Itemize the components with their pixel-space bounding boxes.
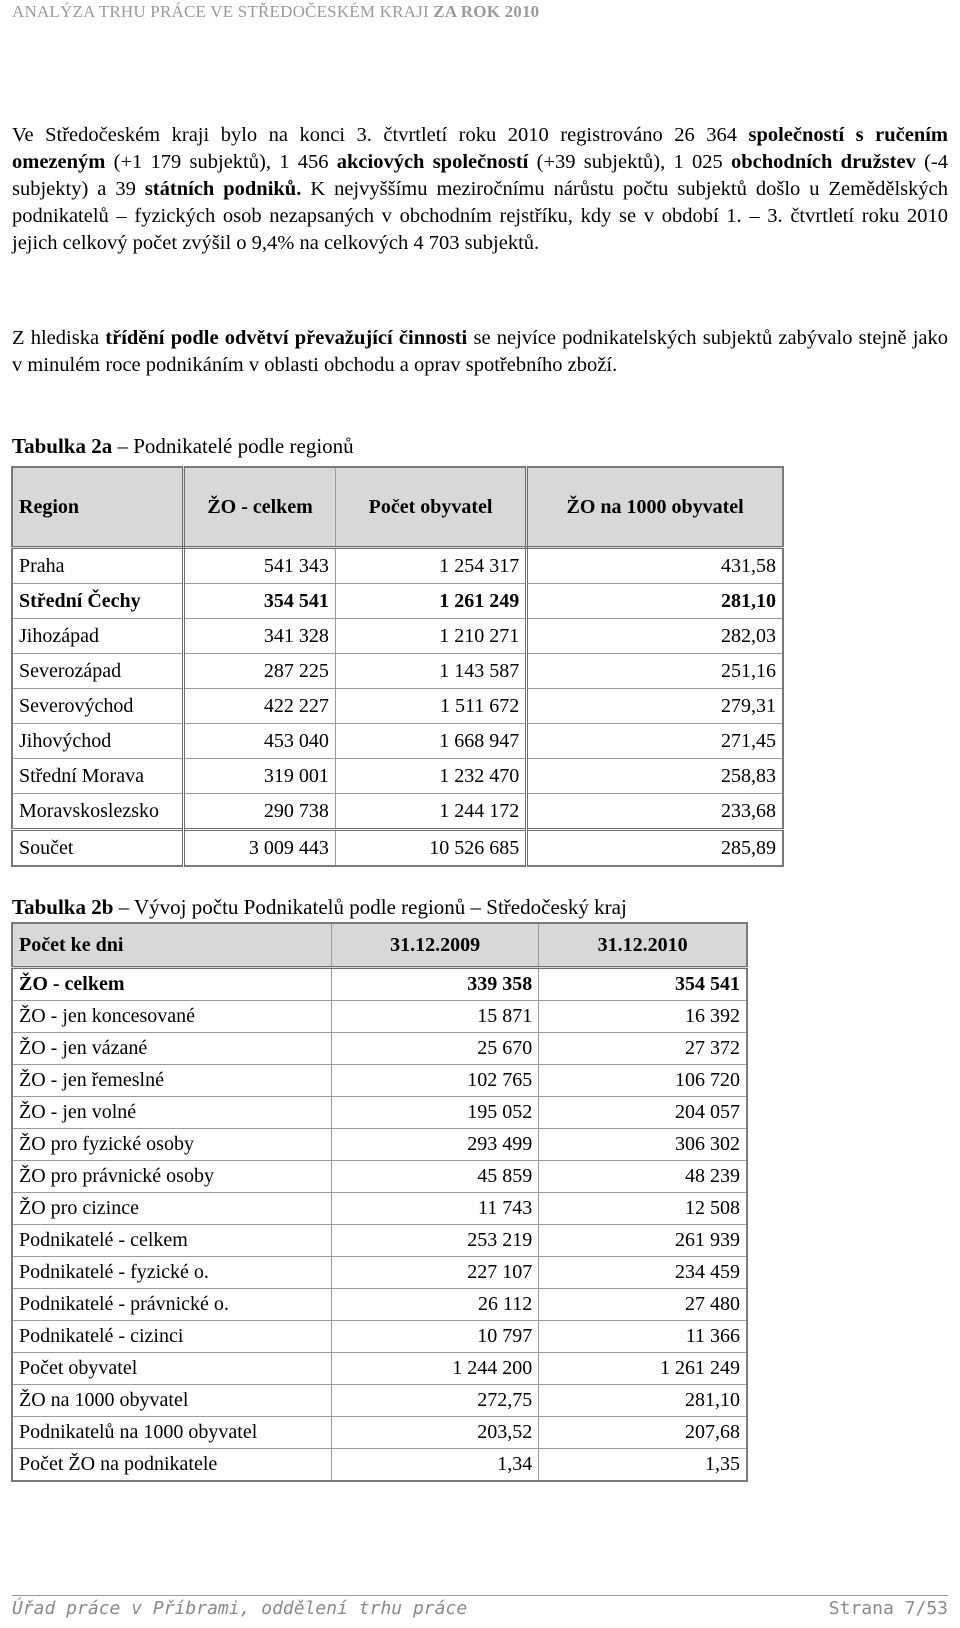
cell-2010: 16 392 xyxy=(539,1001,747,1033)
bold-span: státních podniků. xyxy=(144,178,302,200)
cell-per-1000: 431,58 xyxy=(527,548,783,584)
table-row xyxy=(12,1353,747,1385)
cell-per-1000: 281,10 xyxy=(527,584,783,619)
cell-population: 1 668 947 xyxy=(335,724,526,759)
cell-zo: 422 227 xyxy=(184,689,336,724)
text-span: Z hlediska xyxy=(12,327,106,349)
cell-2010: 11 366 xyxy=(539,1321,747,1353)
cell-per-1000: 233,68 xyxy=(527,794,783,830)
cell-per-1000: 279,31 xyxy=(527,689,783,724)
running-header-year: ZA ROK 2010 xyxy=(433,2,540,21)
text-span: (+1 179 subjektů), 1 456 xyxy=(105,151,337,173)
cell-2010: 261 939 xyxy=(539,1225,747,1257)
table-row xyxy=(12,1193,747,1225)
table-2b-caption xyxy=(12,895,627,920)
table-row xyxy=(12,1065,747,1097)
cell-2010: 1,35 xyxy=(539,1449,747,1482)
header-cell: ŽO - celkem xyxy=(184,467,336,548)
cell-population: 1 261 249 xyxy=(335,584,526,619)
table-row xyxy=(12,1129,747,1161)
paragraph-sectors xyxy=(12,325,948,379)
cell-label: ŽO - celkem xyxy=(12,968,332,1001)
header-cell: ŽO na 1000 obyvatel xyxy=(527,467,783,548)
cell-zo: 319 001 xyxy=(184,759,336,794)
table-row xyxy=(12,689,783,724)
header-cell: Počet obyvatel xyxy=(335,467,526,548)
cell-zo: 3 009 443 xyxy=(184,830,336,867)
table-row xyxy=(12,1225,747,1257)
table-row xyxy=(12,794,783,830)
cell-2010: 354 541 xyxy=(539,968,747,1001)
cell-2010: 306 302 xyxy=(539,1129,747,1161)
header-cell: Počet ke dni xyxy=(12,923,332,968)
cell-population: 1 254 317 xyxy=(335,548,526,584)
table-2a-caption xyxy=(12,434,354,459)
cell-2009: 339 358 xyxy=(332,968,539,1001)
footer-office: Úřad práce v Příbrami, oddělení trhu práce xyxy=(12,1598,468,1619)
table-row xyxy=(12,1449,747,1482)
cell-label: Podnikatelé - celkem xyxy=(12,1225,332,1257)
text-span: se nejvíce podnikatelských subjektů zabývalo stejně jako v minulém roce podnikáním v oblasti obchodu a oprav spotřebního zboží. xyxy=(12,327,948,376)
cell-population: 1 244 172 xyxy=(335,794,526,830)
table-header-row xyxy=(12,923,747,968)
caption-label: Tabulka 2a xyxy=(12,434,113,458)
table-row xyxy=(12,724,783,759)
table-row xyxy=(12,968,747,1001)
cell-2010: 48 239 xyxy=(539,1161,747,1193)
cell-2010: 204 057 xyxy=(539,1097,747,1129)
cell-2009: 227 107 xyxy=(332,1257,539,1289)
cell-region: Praha xyxy=(12,548,184,584)
table-row xyxy=(12,1161,747,1193)
table-row xyxy=(12,1257,747,1289)
table-row xyxy=(12,1385,747,1417)
cell-region: Součet xyxy=(12,830,184,867)
cell-2009: 26 112 xyxy=(332,1289,539,1321)
cell-2010: 12 508 xyxy=(539,1193,747,1225)
bold-span: obchodních družstev xyxy=(731,151,916,173)
cell-zo: 541 343 xyxy=(184,548,336,584)
table-row xyxy=(12,1417,747,1449)
cell-2009: 10 797 xyxy=(332,1321,539,1353)
cell-2009: 293 499 xyxy=(332,1129,539,1161)
table-header-row xyxy=(12,467,783,548)
cell-2010: 281,10 xyxy=(539,1385,747,1417)
footer-divider xyxy=(12,1595,948,1596)
cell-population: 1 210 271 xyxy=(335,619,526,654)
text-span: (+39 subjektů), 1 025 xyxy=(528,151,732,173)
cell-2009: 15 871 xyxy=(332,1001,539,1033)
header-cell: 31.12.2009 xyxy=(332,923,539,968)
cell-2009: 45 859 xyxy=(332,1161,539,1193)
cell-label: ŽO pro právnické osoby xyxy=(12,1161,332,1193)
cell-per-1000: 251,16 xyxy=(527,654,783,689)
cell-2010: 27 372 xyxy=(539,1033,747,1065)
cell-label: ŽO pro fyzické osoby xyxy=(12,1129,332,1161)
table-row xyxy=(12,759,783,794)
table-2b xyxy=(11,922,748,1482)
bold-span: akciových společností xyxy=(336,151,529,173)
cell-label: Podnikatelé - právnické o. xyxy=(12,1289,332,1321)
text-span: (-4 subjekty) a 39 xyxy=(12,151,949,200)
cell-2009: 195 052 xyxy=(332,1097,539,1129)
cell-2009: 102 765 xyxy=(332,1065,539,1097)
bold-span: společností s ručením omezeným xyxy=(12,124,948,173)
cell-2010: 1 261 249 xyxy=(539,1353,747,1385)
cell-region: Jihozápad xyxy=(12,619,184,654)
table-row xyxy=(12,1001,747,1033)
table-row xyxy=(12,1033,747,1065)
cell-label: Podnikatelé - fyzické o. xyxy=(12,1257,332,1289)
footer-page-number: Strana 7/53 xyxy=(828,1598,948,1619)
cell-2009: 203,52 xyxy=(332,1417,539,1449)
cell-population: 1 511 672 xyxy=(335,689,526,724)
cell-label: Počet obyvatel xyxy=(12,1353,332,1385)
cell-2010: 234 459 xyxy=(539,1257,747,1289)
cell-label: Počet ŽO na podnikatele xyxy=(12,1449,332,1482)
cell-2009: 1,34 xyxy=(332,1449,539,1482)
cell-2010: 207,68 xyxy=(539,1417,747,1449)
running-header xyxy=(12,2,539,22)
cell-2009: 25 670 xyxy=(332,1033,539,1065)
bold-span: třídění podle odvětví převažující činnosti xyxy=(105,327,468,349)
text-span: K nejvyššímu meziročnímu nárůstu počtu subjektů došlo u Zemědělských podnikatelů – fyzických osob nezapsaných v obchodním rejstříku, kdy se v období 1. – 3. čtvrtletí roku 2010 jejich celkový počet zvýšil o 9,4% na celkových 4 703 subjektů. xyxy=(12,178,948,254)
cell-label: ŽO pro cizince xyxy=(12,1193,332,1225)
table-row xyxy=(12,654,783,689)
cell-population: 1 143 587 xyxy=(335,654,526,689)
table-row xyxy=(12,1321,747,1353)
table-row-total xyxy=(12,830,783,867)
cell-region: Severovýchod xyxy=(12,689,184,724)
table-row xyxy=(12,619,783,654)
table-2a xyxy=(11,466,784,867)
header-cell: Region xyxy=(12,467,184,548)
cell-label: Podnikatelé - cizinci xyxy=(12,1321,332,1353)
cell-2010: 27 480 xyxy=(539,1289,747,1321)
cell-region: Střední Čechy xyxy=(12,584,184,619)
running-header-text: ANALÝZA TRHU PRÁCE VE STŘEDOČESKÉM KRAJI xyxy=(12,2,434,21)
cell-2009: 1 244 200 xyxy=(332,1353,539,1385)
cell-population: 10 526 685 xyxy=(335,830,526,867)
table-row xyxy=(12,584,783,619)
cell-zo: 290 738 xyxy=(184,794,336,830)
cell-region: Střední Morava xyxy=(12,759,184,794)
cell-region: Severozápad xyxy=(12,654,184,689)
cell-2010: 106 720 xyxy=(539,1065,747,1097)
cell-zo: 453 040 xyxy=(184,724,336,759)
cell-region: Moravskoslezsko xyxy=(12,794,184,830)
cell-per-1000: 282,03 xyxy=(527,619,783,654)
caption-label: Tabulka 2b xyxy=(12,895,114,919)
table-row xyxy=(12,1289,747,1321)
cell-label: ŽO - jen řemeslné xyxy=(12,1065,332,1097)
cell-label: ŽO - jen volné xyxy=(12,1097,332,1129)
cell-zo: 354 541 xyxy=(184,584,336,619)
cell-per-1000: 258,83 xyxy=(527,759,783,794)
cell-zo: 341 328 xyxy=(184,619,336,654)
cell-2009: 11 743 xyxy=(332,1193,539,1225)
cell-label: Podnikatelů na 1000 obyvatel xyxy=(12,1417,332,1449)
cell-population: 1 232 470 xyxy=(335,759,526,794)
cell-2009: 272,75 xyxy=(332,1385,539,1417)
cell-region: Jihovýchod xyxy=(12,724,184,759)
table-row xyxy=(12,548,783,584)
text-span: Ve Středočeském kraji bylo na konci 3. čtvrtletí roku 2010 registrováno 26 364 xyxy=(12,124,749,146)
cell-zo: 287 225 xyxy=(184,654,336,689)
table-row xyxy=(12,1097,747,1129)
cell-2009: 253 219 xyxy=(332,1225,539,1257)
paragraph-legal-entities xyxy=(12,122,948,257)
cell-per-1000: 285,89 xyxy=(527,830,783,867)
cell-per-1000: 271,45 xyxy=(527,724,783,759)
cell-label: ŽO na 1000 obyvatel xyxy=(12,1385,332,1417)
caption-text: – Vývoj počtu Podnikatelů podle regionů – Středočeský kraj xyxy=(113,895,627,919)
caption-text: – Podnikatelé podle regionů xyxy=(112,434,354,458)
cell-label: ŽO - jen koncesované xyxy=(12,1001,332,1033)
header-cell: 31.12.2010 xyxy=(539,923,747,968)
cell-label: ŽO - jen vázané xyxy=(12,1033,332,1065)
